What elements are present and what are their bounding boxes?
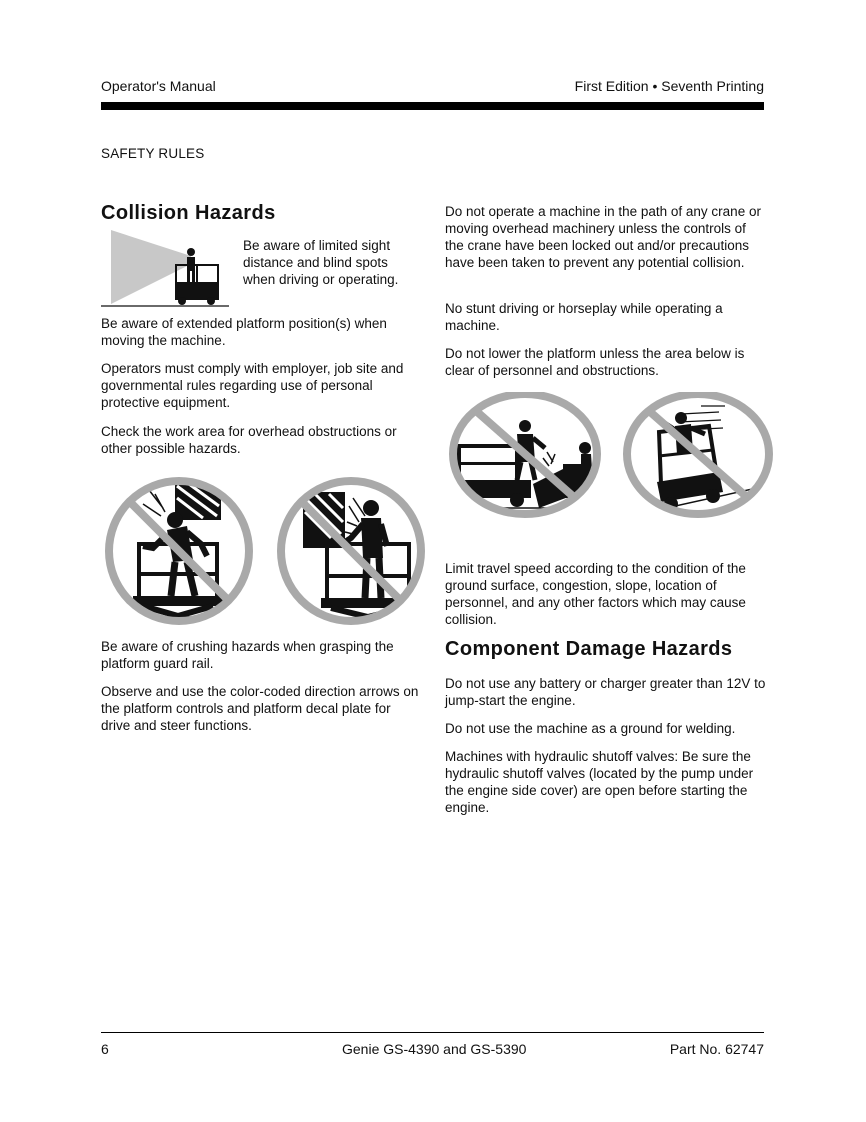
platform-position-text: Be aware of extended platform position(s) when moving the machine. xyxy=(101,316,387,348)
footer-part-number: Part No. 62747 xyxy=(669,1041,764,1057)
header-edition: First Edition • Seventh Printing xyxy=(574,78,764,94)
stunt-driving-text: No stunt driving or horseplay while operating a machine. xyxy=(445,301,723,333)
direction-arrows-text: Observe and use the color-coded direction arrows on the platform controls and platform decal plate for drive and steer functions. xyxy=(101,684,419,733)
crane-path-text: Do not operate a machine in the path of any crane or moving overhead machinery unless the controls of the crane have been locked out and/or precautions have been taken to prevent any potential collision. xyxy=(445,204,761,270)
header-rule xyxy=(101,102,764,110)
page-number: 6 xyxy=(101,1041,109,1057)
overhead-obstructions-text: Check the work area for overhead obstructions or other possible hazards. xyxy=(101,424,397,456)
collision-illustration-left xyxy=(447,392,603,520)
collision-hazards-heading: Collision Hazards xyxy=(101,202,276,224)
component-damage-heading: Component Damage Hazards xyxy=(445,638,733,660)
battery-charger-text: Do not use any battery or charger greater than 12V to jump-start the engine. xyxy=(445,676,766,708)
travel-speed-text: Limit travel speed according to the condition of the ground surface, congestion, slope, location of personnel, and any other factors which may cause collision. xyxy=(445,561,746,627)
hydraulic-valves-text: Machines with hydraulic shutoff valves: Be sure the hydraulic shutoff valves (located by the pump under the engine side cover) are open before starting the engine. xyxy=(445,749,754,815)
crush-hazard-illustration-right xyxy=(275,476,427,626)
collision-illustration-right xyxy=(621,392,775,520)
footer-model: Genie GS-4390 and GS-5390 xyxy=(342,1041,527,1057)
header-manual-title: Operator's Manual xyxy=(101,78,216,94)
section-label: SAFETY RULES xyxy=(101,146,205,161)
lower-platform-text: Do not lower the platform unless the area below is clear of personnel and obstructions. xyxy=(445,346,745,378)
blind-spot-illustration xyxy=(101,228,231,308)
crush-hazard-illustration-left xyxy=(103,476,255,626)
sight-distance-text: Be aware of limited sight distance and blind spots when driving or operating. xyxy=(243,238,399,287)
welding-ground-text: Do not use the machine as a ground for welding. xyxy=(445,721,736,736)
footer-rule xyxy=(101,1032,764,1033)
comply-rules-text: Operators must comply with employer, job site and governmental rules regarding use of personal protective equipment. xyxy=(101,361,404,410)
operator-head xyxy=(187,248,195,256)
crushing-hazards-text: Be aware of crushing hazards when grasping the platform guard rail. xyxy=(101,639,394,671)
